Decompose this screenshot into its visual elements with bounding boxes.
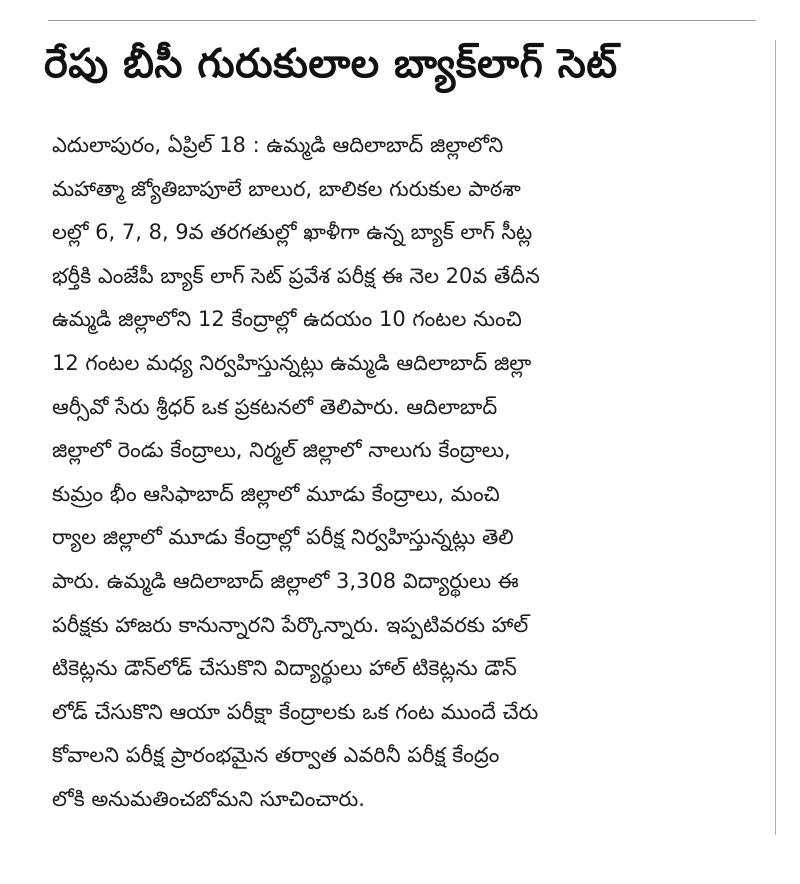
article-line: ఆర్సీవో సేరు శ్రీధర్ ఒక ప్రకటనలో తెలిపారు. ఆదిలాబాద్ [52,394,498,419]
article-line: భర్తీకి ఎంజేపీ బ్యాక్ లాగ్ సెట్ ప్రవేశ పరీక్ష ఈ నెల 20వ తేదీన [52,263,540,288]
article-line: జిల్లాలో రెండు కేంద్రాలు, నిర్మల్ జిల్లాలో నాలుగు కేంద్రాలు, [52,438,511,463]
article-line: పరీక్షకు హాజరు కానున్నారని పేర్కొన్నారు. ఇప్పటివరకు హాల్ [52,612,529,637]
column-divider-rule [775,40,776,835]
article-line: కోవాలని పరీక్ష ప్రారంభమైన తర్వాత ఎవరినీ పరీక్ష కేంద్రం [52,743,500,768]
article-line: ఎదులాపురం, ఏప్రిల్ 18 : ఉమ్మడి ఆదిలాబాద్ జిల్లాలోని [52,133,504,157]
top-divider-rule [48,20,756,21]
article-line: 12 గంటల మధ్య నిర్వహిస్తున్నట్లు ఉమ్మడి ఆదిలాబాద్ జిల్లా [52,350,532,375]
article-body [52,124,752,822]
article-line: పారు. ఉమ్మడి ఆదిలాబాద్ జిల్లాలో 3,308 విద్యార్థులు ఈ [52,568,519,593]
article-line: కుమ్రం భీం ఆసిఫాబాద్ జిల్లాలో మూడు కేంద్రాలు, మంచి [52,481,500,506]
article-line: టికెట్లను డౌన్‌లోడ్ చేసుకొని విద్యార్థులు హాల్ టికెట్లను డౌన్ [52,656,517,681]
article-line: లోకి అనుమతించబోమని సూచించారు. [52,786,365,811]
article-line: లల్లో 6, 7, 8, 9వ తరగతుల్లో ఖాళీగా ఉన్న బ్యాక్ లాగ్ సీట్ల [52,220,533,245]
article-line: లోడ్ చేసుకొని ఆయా పరీక్షా కేంద్రాలకు ఒక గంట ముందే చేరు [52,699,539,724]
article-line: ర్యాల జిల్లాలో మూడు కేంద్రాల్లో పరీక్ష నిర్వహిస్తున్నట్లు తెలి [52,525,514,550]
article-line: మహాత్మా జ్యోతిబాపూలే బాలుర, బాలికల గురుకుల పాఠశా [52,176,521,201]
article-line: ఉమ్మడి జిల్లాలోని 12 కేంద్రాల్లో ఉదయం 10 గంటల నుంచి [52,307,522,332]
article-headline: రేపు బీసీ గురుకులాల బ్యాక్‌లాగ్ సెట్ [44,41,618,87]
